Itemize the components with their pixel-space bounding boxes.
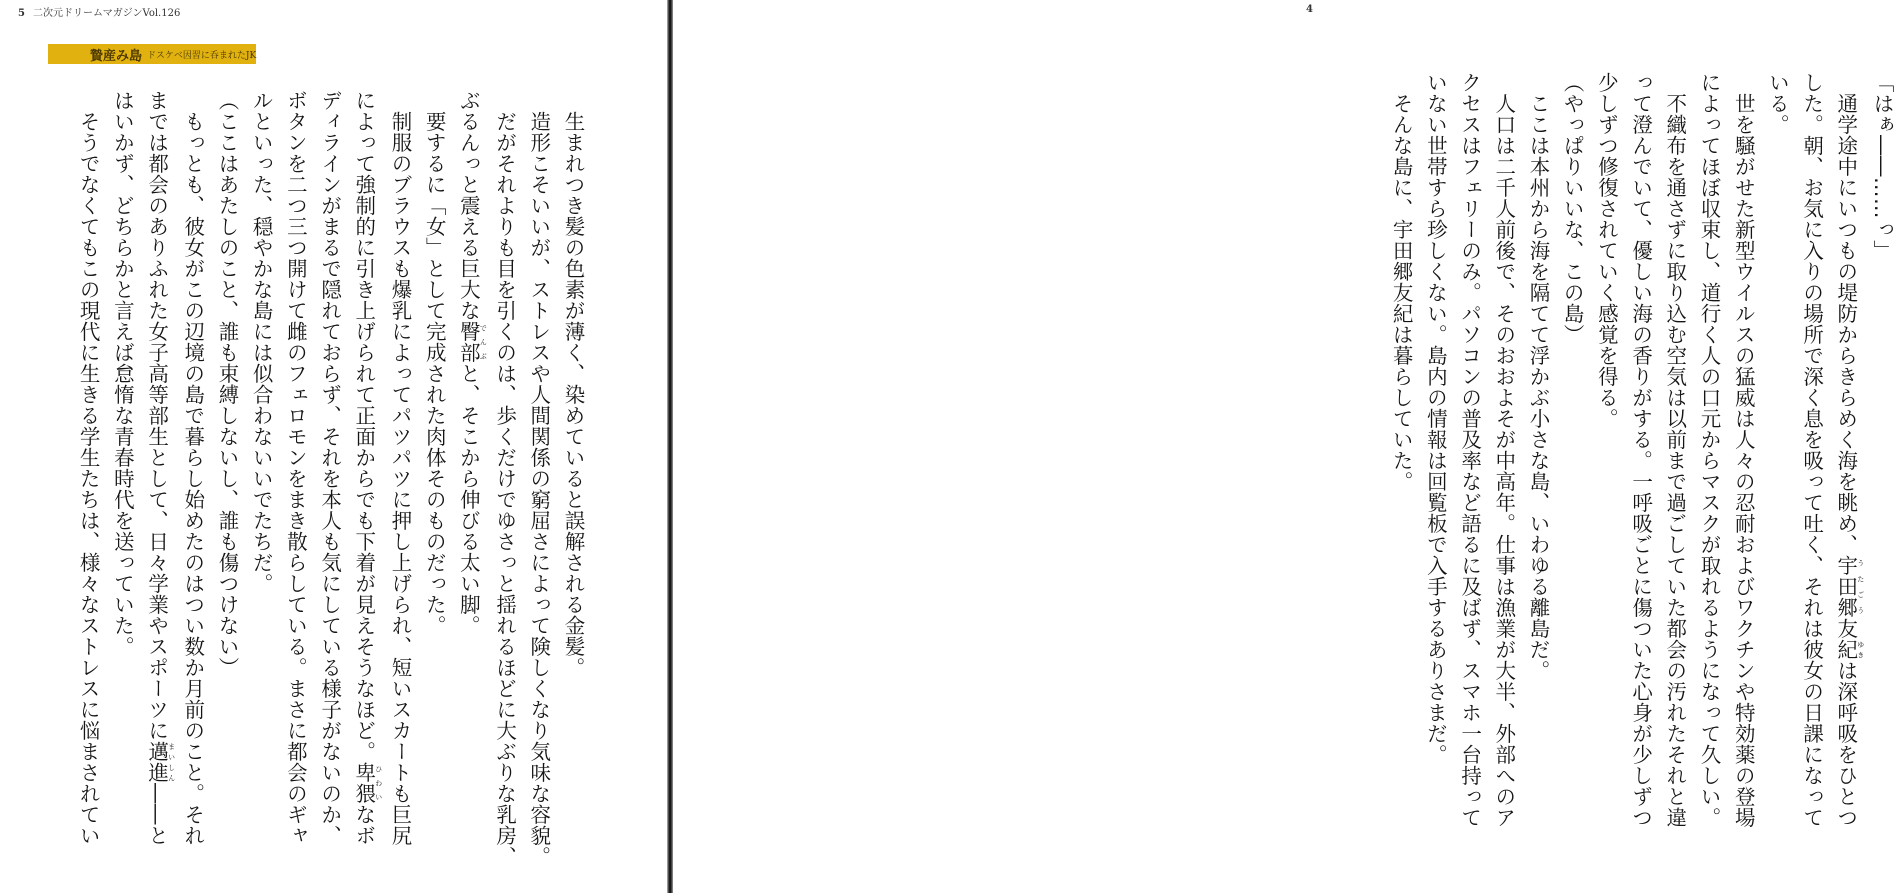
ruby-annotation: 宇田郷 うたごう (1833, 555, 1865, 618)
right-page-number: 4 (1306, 4, 1313, 15)
text-line: 世を騒がせた新型ウイルスの猛威は人々の忍耐およびワクチンや特効薬の登場 (1731, 72, 1756, 828)
right-page-body-text (1389, 72, 1899, 832)
magazine-title: 二次元ドリームマガジンVol.126 (32, 8, 181, 19)
text-line: までは都会のありふれた女子高等部生として、日々学業やスポーツに邁進 まいしん――と (144, 90, 176, 846)
right-page (673, 0, 1894, 893)
text-line: 生まれつき髪の色素が薄く、染めていると誤解される金髪。 (561, 90, 585, 678)
text-line: （やっぱりいいな、この島） (1560, 72, 1585, 345)
right-page-header (1306, 4, 1321, 15)
text-line: そうでなくてもこの現代に生きる学生たちは、様々なストレスに悩まされてい (76, 90, 101, 846)
left-page-body-text (76, 90, 590, 867)
text-line: ぶるんっと震える巨大な臀部 でんぶと、そこから伸びる太い脚。 (456, 90, 488, 636)
text-line: そんな島に、宇田郷友紀は暮らしていた。 (1389, 72, 1414, 492)
left-page-header (18, 4, 180, 19)
text-line: ルといった、穏やかな島には似合わないいでたちだ。 (249, 90, 274, 594)
text-line: 要するに「女」として完成された肉体そのものだった。 (422, 90, 447, 636)
text-line: ボタンを二つ三つ開けて雌のフェロモンをまき散らしている。まさに都会のギャ (283, 90, 308, 846)
ruby-annotation: 臀部 でんぶ (456, 321, 488, 363)
text-line: 造形こそいいが、ストレスや人間関係の窮屈さによって険しくなり気味な容貌。 (526, 90, 551, 867)
text-line: ディラインがまるで隠れておらず、それを本人も気にしている様子がないのか、 (317, 90, 342, 846)
text-line: 不織布を通さずに取り込む空気は以前まで過ごしていた都会の汚れたそれと違 (1662, 72, 1687, 828)
ruby-annotation: 紀 ゆき (1833, 639, 1865, 660)
ruby-annotation: 卑猥 ひわい (351, 762, 383, 804)
text-line: （ここはあたしのこと、誰も束縛しないし、誰も傷つけない） (214, 90, 239, 678)
text-line: 少しずつ修復されていく感覚を得る。 (1594, 72, 1619, 429)
story-title-band (48, 44, 256, 64)
text-line: はいかず、どちらかと言えば怠惰な青春時代を送っていた。 (110, 90, 135, 657)
left-page (0, 0, 667, 893)
text-line: によってほぼ収束し、道行く人の口元からマスクが取れるようになって久しい。 (1696, 72, 1721, 828)
story-subtitle: ドスケベ因習に呑まれたJK (147, 50, 257, 61)
text-line: によって強制的に引き上げられて正面からでも下着が見えそうなほど。卑猥 ひわいなボ (351, 90, 383, 846)
text-line: いない世帯すら珍しくない。島内の情報は回覧板で入手するありさまだ。 (1423, 72, 1448, 765)
text-line: だがそれよりも目を引くのは、歩くだけでゆさっと揺れるほどに大ぶりな乳房、 (492, 90, 517, 867)
text-line: もっとも、彼女がこの辺境の島で暮らし始めたのはつい数か月前のこと。それ (180, 90, 205, 846)
ruby-annotation: 邁進 まいしん (144, 741, 176, 783)
text-line: した。朝、お気に入りの場所で深く息を吸って吐く、それは彼女の日課になって (1799, 72, 1824, 828)
left-page-number: 5 (18, 8, 25, 19)
text-line: って澄んでいて、優しい海の香りがする。一呼吸ごとに傷ついた心身が少しずつ (1628, 72, 1653, 828)
text-line: 「はぁ――……っ」 (1870, 72, 1894, 261)
text-line: クセスはフェリーのみ。パソコンの普及率など語るに及ばず、スマホ一台持って (1457, 72, 1482, 828)
text-line: ここは本州から海を隔てて浮かぶ小さな島、いわゆる離島だ。 (1525, 72, 1550, 681)
text-line: いる。 (1765, 72, 1790, 135)
text-line: 人口は二千人前後で、そのおおよそが中高年。仕事は漁業が大半、外部へのア (1491, 72, 1516, 828)
text-line: 通学途中にいつもの堤防からきらめく海を眺め、宇田郷 うたごう友紀 ゆきは深呼吸をひとつ (1833, 72, 1865, 828)
story-title: 贄産み島 (90, 48, 143, 64)
text-line: 制服のブラウスも爆乳によってパツパツに押し上げられ、短いスカートも巨尻 (387, 90, 412, 846)
